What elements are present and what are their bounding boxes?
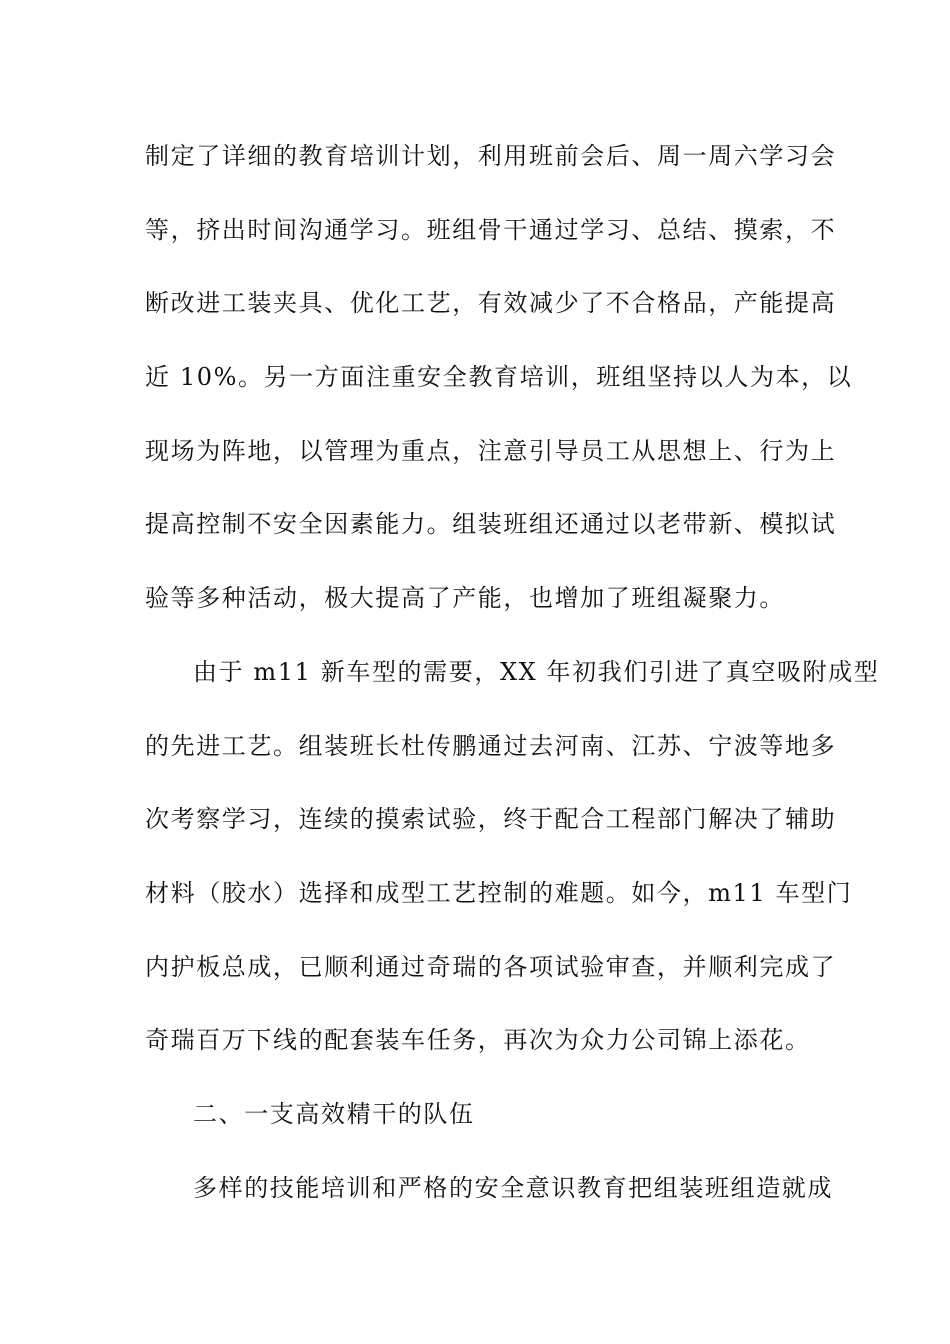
paragraph-first-line: 由于 m11 新车型的需要，XX 年初我们引进了真空吸附成型 [193,657,880,686]
text-line: 提高控制不安全因素能力。组装班组还通过以老带新、模拟试 [145,510,837,539]
text-line: 现场为阵地，以管理为重点，注意引导员工从思想上、行为上 [145,436,837,465]
text-line: 近 10%。另一方面注重安全教育培训，班组坚持以人为本，以 [145,363,853,392]
section-heading: 二、一支高效精干的队伍 [193,1099,475,1128]
text-line: 断改进工装夹具、优化工艺，有效减少了不合格品，产能提高 [145,289,837,318]
text-line: 次考察学习，连续的摸索试验，终于配合工程部门解决了辅助 [145,805,837,834]
text-line: 验等多种活动，极大提高了产能，也增加了班组凝聚力。 [145,584,785,613]
paragraph-first-line: 多样的技能培训和严格的安全意识教育把组装班组造就成 [193,1173,833,1202]
document-body [145,126,880,1231]
text-line: 等，挤出时间沟通学习。班组骨干通过学习、总结、摸索，不 [145,215,837,244]
text-line: 的先进工艺。组装班长杜传鹏通过去河南、江苏、宁波等地多 [145,731,837,760]
text-line: 材料（胶水）选择和成型工艺控制的难题。如今，m11 车型门 [145,878,853,907]
text-line: 奇瑞百万下线的配套装车任务，再次为众力公司锦上添花。 [145,1026,811,1055]
text-line: 制定了详细的教育培训计划，利用班前会后、周一周六学习会 [145,142,837,170]
text-line: 内护板总成，已顺利通过奇瑞的各项试验审查，并顺利完成了 [145,952,837,981]
